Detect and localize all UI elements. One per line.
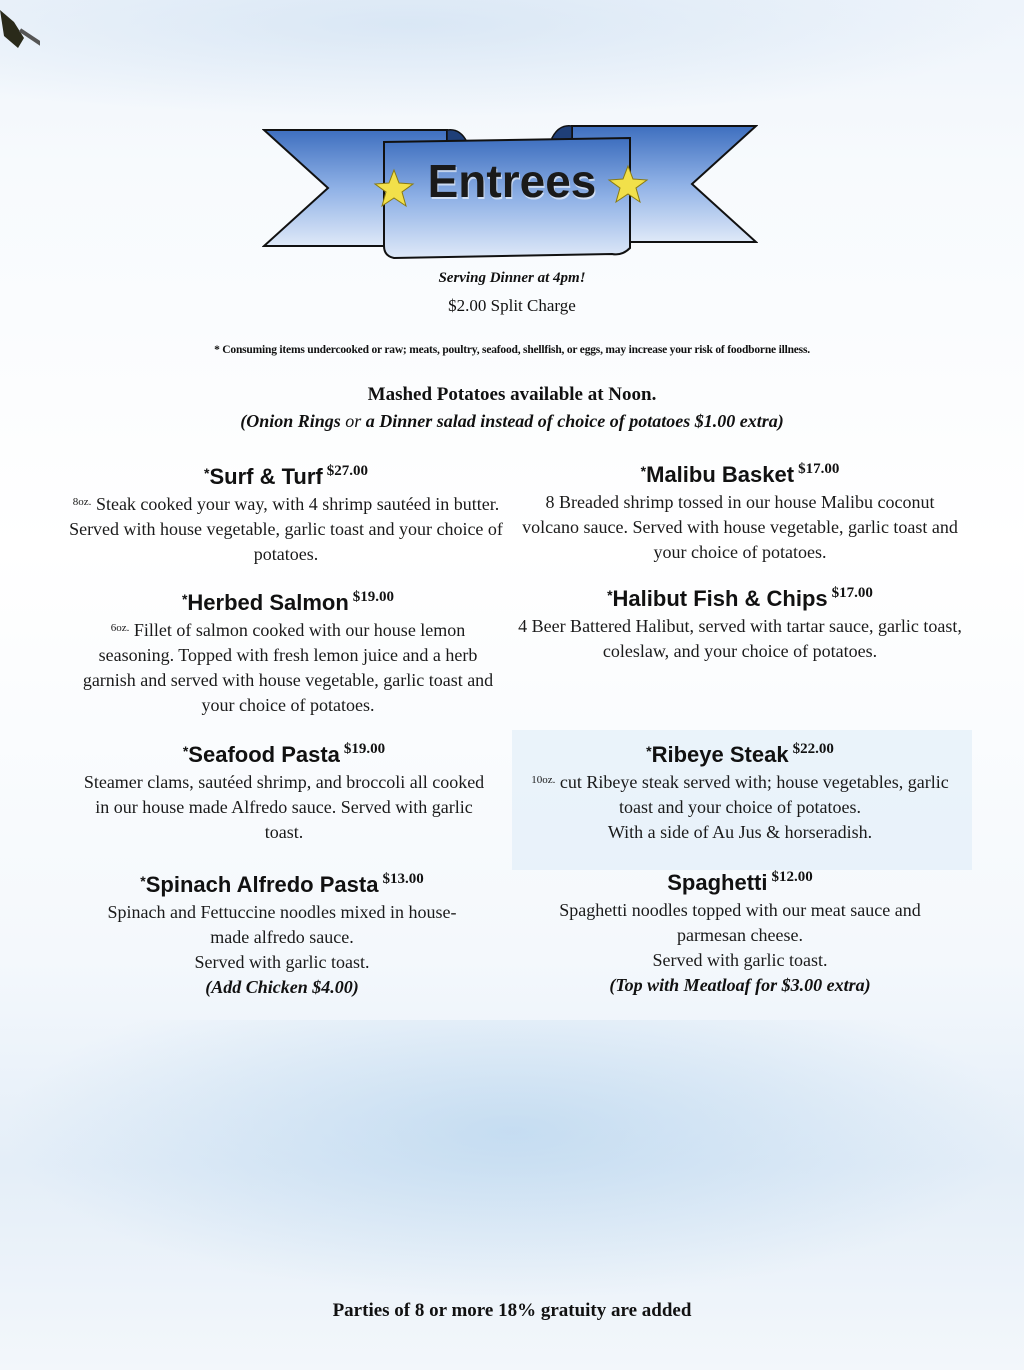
item-addon: (Top with Meatloaf for $3.00 extra): [609, 975, 871, 995]
serving-note: Serving Dinner at 4pm!: [438, 270, 586, 286]
item-price: $13.00: [382, 871, 424, 887]
binder-clip-icon: [0, 0, 40, 70]
menu-item-spaghetti: [524, 868, 956, 998]
item-addon: (Add Chicken $4.00): [205, 977, 359, 997]
item-price: $19.00: [352, 589, 395, 605]
item-name: Spinach Alfredo Pasta: [145, 872, 379, 897]
foodborne-warning: * Consuming items undercooked or raw; meats, poultry, seafood, shellfish, or eggs, may increase your risk of foodborne illness.: [214, 344, 810, 356]
item-description: $^{8oz.}$ Steak cooked your way, with 4 shrimp sautéed in butter. Served with house vegetable, garlic toast and your choice of potatoes.: [69, 494, 503, 564]
menu-item-seafood-pasta: *Seafood Pasta $^{\$19.00}$ Steamer clams, sautéed shrimp, and broccoli all cooked in our house made Alfredo sauce. Served with garlic toast.: [80, 740, 488, 845]
item-name: Ribeye Steak: [651, 742, 789, 767]
menu-item-herbed-salmon: *Herbed Salmon $^{\$19.00}$ $^{6oz.}$ Fillet of salmon cooked with our house lemon seasoning. Topped with fresh lemon juice and a herb garnish and served with house vegetable, garlic toast and your choice of potatoes.: [72, 588, 504, 718]
item-description: $^{6oz.}$ Fillet of salmon cooked with our house lemon seasoning. Topped with fresh lemon juice and a herb garnish and served with house vegetable, garlic toast and your choice of potatoes.: [82, 620, 494, 715]
item-name: Spaghetti: [667, 870, 768, 895]
photo-glare-top: [0, 0, 1024, 120]
menu-item-malibu-basket: *Malibu Basket $^{\$17.00}$ 8 Breaded shrimp tossed in our house Malibu coconut volcano sauce. Served with house vegetable, garlic toast and your choice of potatoes.: [518, 460, 962, 565]
item-price: $27.00: [326, 463, 368, 479]
gratuity-note: Parties of 8 or more 18% gratuity are added: [332, 1300, 692, 1321]
item-description-2: With a side of Au Jus & horseradish.: [607, 822, 873, 842]
item-description: 8 Breaded shrimp tossed in our house Malibu coconut volcano sauce. Served with house vegetable, garlic toast and your choice of potatoes.: [522, 492, 958, 562]
item-name: Seafood Pasta: [188, 742, 340, 767]
item-description: Spaghetti noodles topped with our meat sauce and parmesan cheese.: [559, 900, 921, 945]
menu-item-ribeye: *Ribeye Steak $^{\$22.00}$ $^{10oz.}$ cut Ribeye steak served with; house vegetables, garlic toast and your choice of potatoes. With a side of Au Jus & horseradish.: [518, 740, 962, 845]
menu-item-surf-turf: *Surf & Turf $^{\$27.00}$ $^{8oz.}$ Steak cooked your way, with 4 shrimp sautéed in butter. Served with house vegetable, garlic toast and your choice of potatoes.: [68, 462, 504, 567]
item-price: $19.00: [343, 741, 386, 757]
mashed-potatoes-note: Mashed Potatoes available at Noon.: [367, 384, 657, 405]
item-name: Malibu Basket: [646, 462, 795, 487]
photo-glare-bottom: [0, 1020, 1024, 1300]
item-description: Steamer clams, sautéed shrimp, and broccoli all cooked in our house made Alfredo sauce. Served with garlic toast.: [83, 772, 485, 842]
item-description: Spinach and Fettuccine noodles mixed in house-made alfredo sauce.: [107, 902, 457, 947]
menu-item-spinach-alfredo: *Spinach Alfredo Pasta $^{\$13.00}$ Spinach and Fettuccine noodles mixed in house-made alfredo sauce. Served with garlic toast. (Add Chicken $4.00): [92, 870, 472, 1000]
item-name: Halibut Fish & Chips: [612, 586, 828, 611]
item-price: $22.00: [792, 741, 834, 757]
item-name: Herbed Salmon: [187, 590, 349, 615]
item-price: $17.00: [831, 585, 873, 601]
item-name: Surf & Turf: [209, 464, 323, 489]
item-description-2: Served with garlic toast.: [194, 952, 370, 972]
item-price: $12.00: [771, 869, 813, 885]
item-price: $17.00: [798, 461, 840, 477]
menu-item-halibut: *Halibut Fish & Chips $^{\$17.00}$ 4 Beer Battered Halibut, served with tartar sauce, garlic toast, coleslaw, and your choice of potatoes.: [518, 584, 962, 664]
item-description-2: Served with garlic toast.: [652, 950, 828, 970]
page-title: Entrees: [427, 155, 597, 207]
split-charge: $2.00 Split Charge: [448, 296, 576, 315]
item-description: 4 Beer Battered Halibut, served with tartar sauce, garlic toast, coleslaw, and your choice of potatoes.: [518, 616, 962, 661]
onion-rings-note: (Onion Rings or a Dinner salad instead of choice of potatoes $1.00 extra): [240, 411, 784, 431]
item-description: $^{10oz.}$ cut Ribeye steak served with; house vegetables, garlic toast and your choice of potatoes.: [531, 772, 949, 817]
